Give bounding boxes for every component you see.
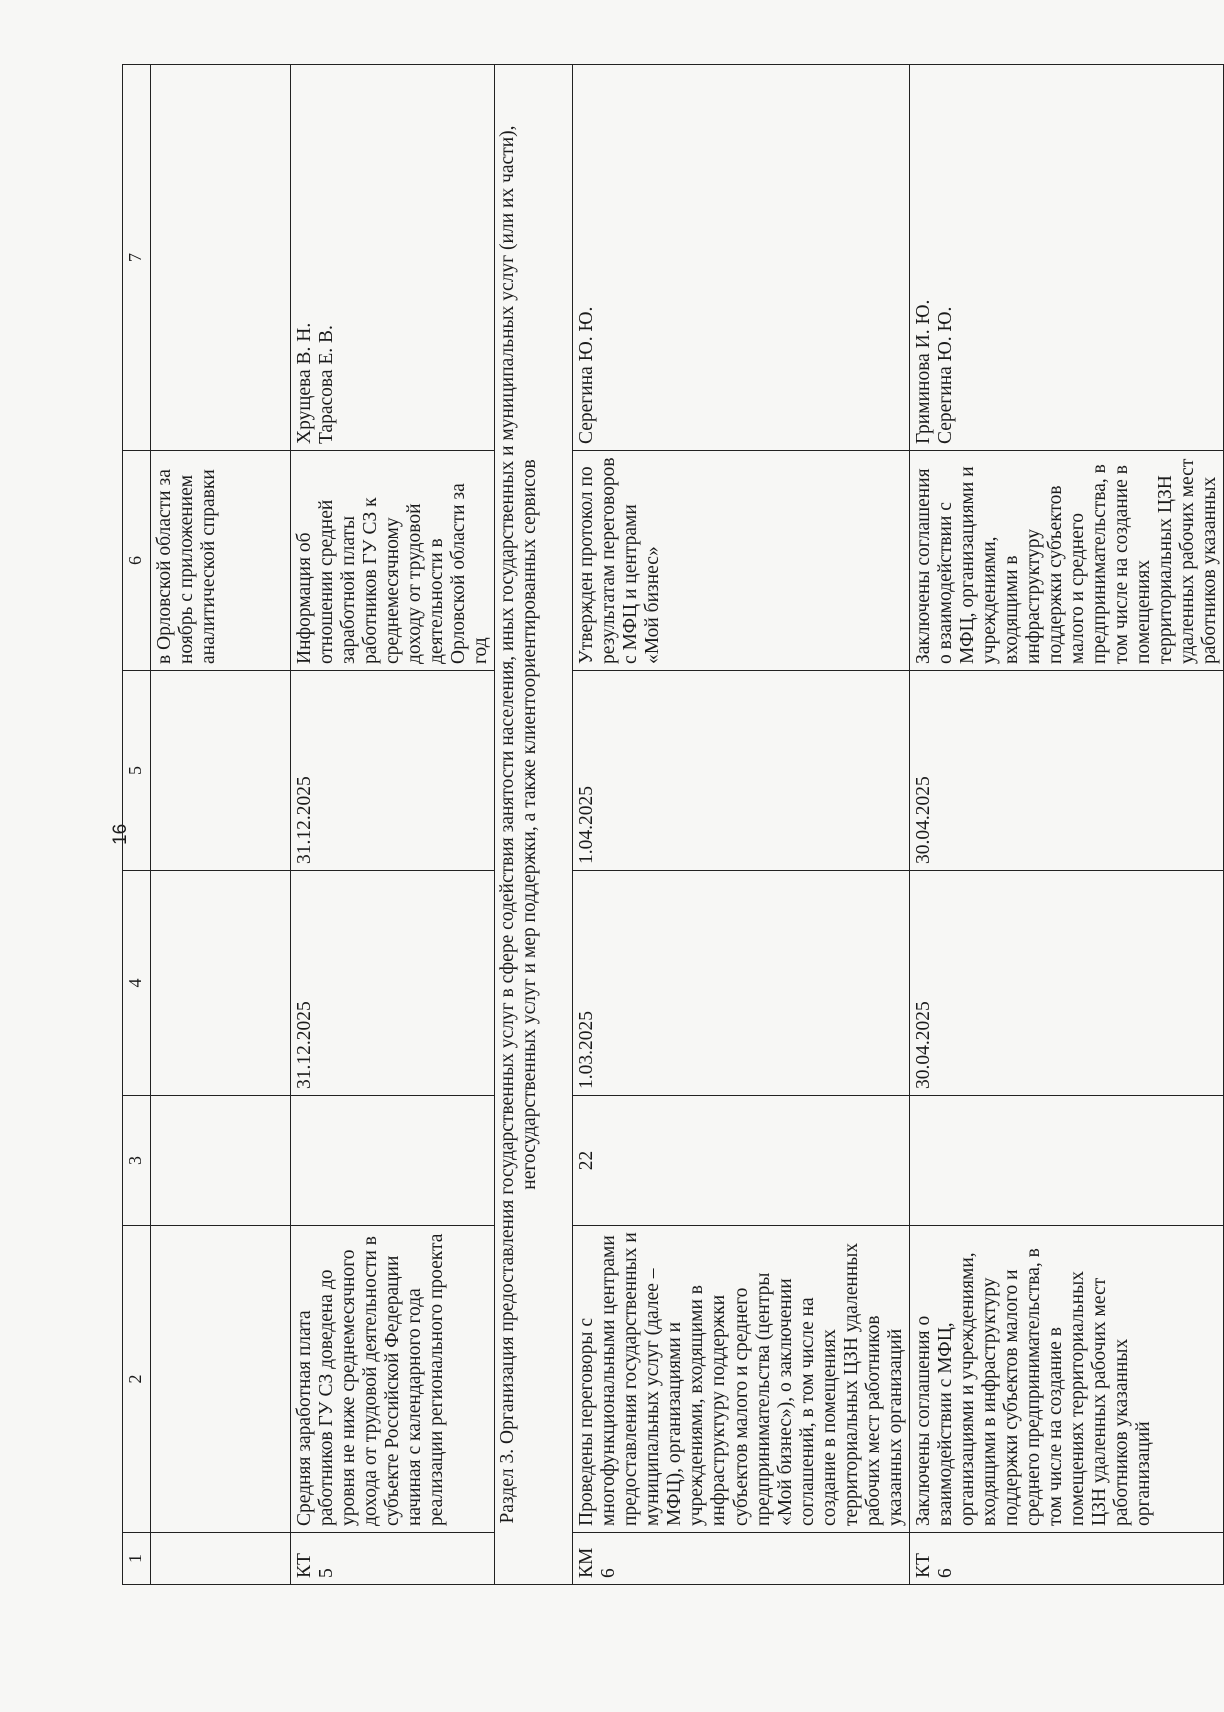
event-description: Проведены переговоры с многофункциональными центрами предоставления государственных и муниципальных услуг (далее – МФЦ), организациями и учреждениями, входящими в инфраструктуру поддержки субъектов малого и среднего предпринимательства (центры «Мой бизнес»), о заключении соглашений, в том числе на создание в помещениях территориальных ЦЗН удаленных рабочих мест работников указанных организаций [573, 1226, 909, 1533]
rotated-table-container [122, 65, 1221, 1585]
header-col-4: 4 [123, 871, 151, 1096]
event-description: Средняя заработная плата работников ГУ СЗ доведена до уровня не ниже среднемесячного дохода от трудовой деятельности в субъекте Российской Федерации начиная с календарного года реализации регионального проекта [291, 1226, 495, 1533]
cell [151, 1096, 291, 1226]
header-col-3: 3 [123, 1096, 151, 1226]
header-col-5: 5 [123, 671, 151, 871]
cell [151, 1226, 291, 1533]
result-cell: Заключены соглашения о взаимодействии с МФЦ, организациями и учреждениями, входящими в инфраструктуру поддержки субъектов малого и среднего предпринимательства, в том числе на создание в помещениях территориальных ЦЗН удаленных рабочих мест работников указанных [909, 451, 1223, 671]
cell [151, 65, 291, 451]
cell [909, 1096, 1223, 1226]
result-cell: в Орловской области за ноябрь с приложением аналитической справки [151, 451, 291, 671]
header-col-7: 7 [123, 65, 151, 451]
table-row-km6 [573, 65, 909, 1585]
cell [291, 1096, 495, 1226]
header-col-2: 2 [123, 1226, 151, 1533]
header-col-6: 6 [123, 451, 151, 671]
cell [151, 1533, 291, 1585]
start-date: 1.03.2025 [573, 871, 909, 1096]
cell [151, 871, 291, 1096]
start-date: 31.12.2025 [291, 871, 495, 1096]
header-col-1: 1 [123, 1533, 151, 1585]
end-date: 1.04.2025 [573, 671, 909, 871]
table-row-kt5 [291, 65, 495, 1585]
result-cell: Утвержден протокол по результатам переговоров с МФЦ и центрами «Мой бизнес» [573, 451, 909, 671]
section-row [495, 65, 573, 1585]
event-description: Заключены соглашения о взаимодействии с МФЦ, организациями и учреждениями, входящими в инфраструктуру поддержки субъектов малого и среднего предпринимательства, в том числе на создание в помещениях территориальных ЦЗН удаленных рабочих мест работников указанных организаций [909, 1226, 1223, 1533]
start-date: 30.04.2025 [909, 871, 1223, 1096]
responsible-persons: Гриминова И. Ю. Серегина Ю. Ю. [909, 65, 1223, 451]
col3-value: 22 [573, 1096, 909, 1226]
page-number: 16 [110, 823, 131, 845]
continuation-row [151, 65, 291, 1585]
end-date: 30.04.2025 [909, 671, 1223, 871]
section-title: Раздел 3. Организация предоставления государственных услуг в сфере содействия занятости населения, иных государственных и муниципальных услуг (или их части), негосударственных услуг и мер поддержки, а также клиентоориентированных сервисов [495, 65, 573, 1585]
row-code: КТ 6 [909, 1533, 1223, 1585]
table-row-kt6 [909, 65, 1223, 1585]
cell [151, 671, 291, 871]
row-code: КТ 5 [291, 1533, 495, 1585]
header-row [123, 65, 151, 1585]
row-code: КМ 6 [573, 1533, 909, 1585]
responsible-persons: Хрущева В. Н. Тарасова Е. В. [291, 65, 495, 451]
plan-table [122, 64, 1224, 1585]
end-date: 31.12.2025 [291, 671, 495, 871]
result-cell: Информация об отношении средней заработной платы работников ГУ СЗ к среднемесячному доходу от трудовой деятельности в Орловской области за год [291, 451, 495, 671]
responsible-persons: Серегина Ю. Ю. [573, 65, 909, 451]
